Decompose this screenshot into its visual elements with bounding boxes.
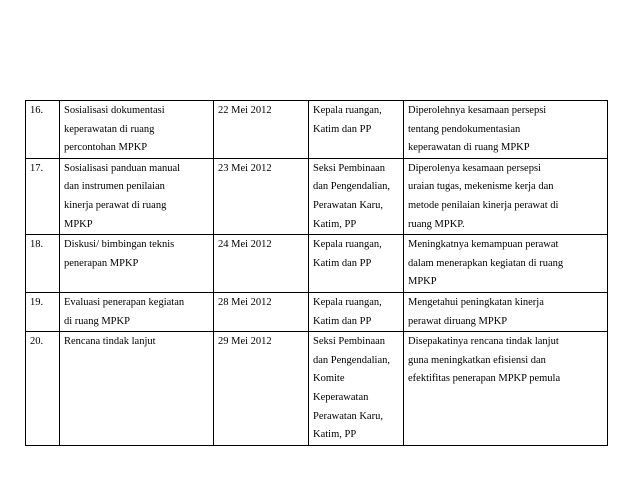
activity-cell: Diskusi/ bimbingan teknis penerapan MPKP <box>60 235 214 293</box>
table-row <box>26 292 608 331</box>
date-cell: 23 Mei 2012 <box>214 158 309 234</box>
date-cell: 29 Mei 2012 <box>214 332 309 446</box>
activity-plan-table <box>25 100 608 446</box>
responsible-cell: Kepala ruangan, Katim dan PP <box>309 101 404 159</box>
row-number: 16. <box>26 101 60 159</box>
result-cell: Meningkatnya kemampuan perawat dalam menerapkan kegiatan di ruang MPKP <box>404 235 608 293</box>
row-number: 19. <box>26 292 60 331</box>
responsible-cell: Seksi Pembinaan dan Pengendalian, Perawatan Karu, Katim, PP <box>309 158 404 234</box>
activity-cell: Rencana tindak lanjut <box>60 332 214 446</box>
activity-cell: Sosialisasi dokumentasi keperawatan di ruang percontohan MPKP <box>60 101 214 159</box>
responsible-cell: Seksi Pembinaan dan Pengendalian, Komite Keperawatan Perawatan Karu, Katim, PP <box>309 332 404 446</box>
row-number: 18. <box>26 235 60 293</box>
date-cell: 22 Mei 2012 <box>214 101 309 159</box>
responsible-cell: Kepala ruangan, Katim dan PP <box>309 292 404 331</box>
date-cell: 28 Mei 2012 <box>214 292 309 331</box>
result-cell: Mengetahui peningkatan kinerja perawat diruang MPKP <box>404 292 608 331</box>
responsible-cell: Kepala ruangan, Katim dan PP <box>309 235 404 293</box>
date-cell: 24 Mei 2012 <box>214 235 309 293</box>
result-cell: Diperolenya kesamaan persepsi uraian tugas, mekenisme kerja dan metode penilaian kinerja perawat di ruang MPKP. <box>404 158 608 234</box>
row-number: 20. <box>26 332 60 446</box>
table-row <box>26 235 608 293</box>
table-row <box>26 332 608 446</box>
result-cell: Diperolehnya kesamaan persepsi tentang pendokumentasian keperawatan di ruang MPKP <box>404 101 608 159</box>
result-cell: Disepakatinya rencana tindak lanjut guna meningkatkan efisiensi dan efektifitas penerapan MPKP pemula <box>404 332 608 446</box>
activity-cell: Sosialisasi panduan manual dan instrumen penilaian kinerja perawat di ruang MPKP <box>60 158 214 234</box>
table-row <box>26 101 608 159</box>
activity-cell: Evaluasi penerapan kegiatan di ruang MPKP <box>60 292 214 331</box>
table-row <box>26 158 608 234</box>
row-number: 17. <box>26 158 60 234</box>
